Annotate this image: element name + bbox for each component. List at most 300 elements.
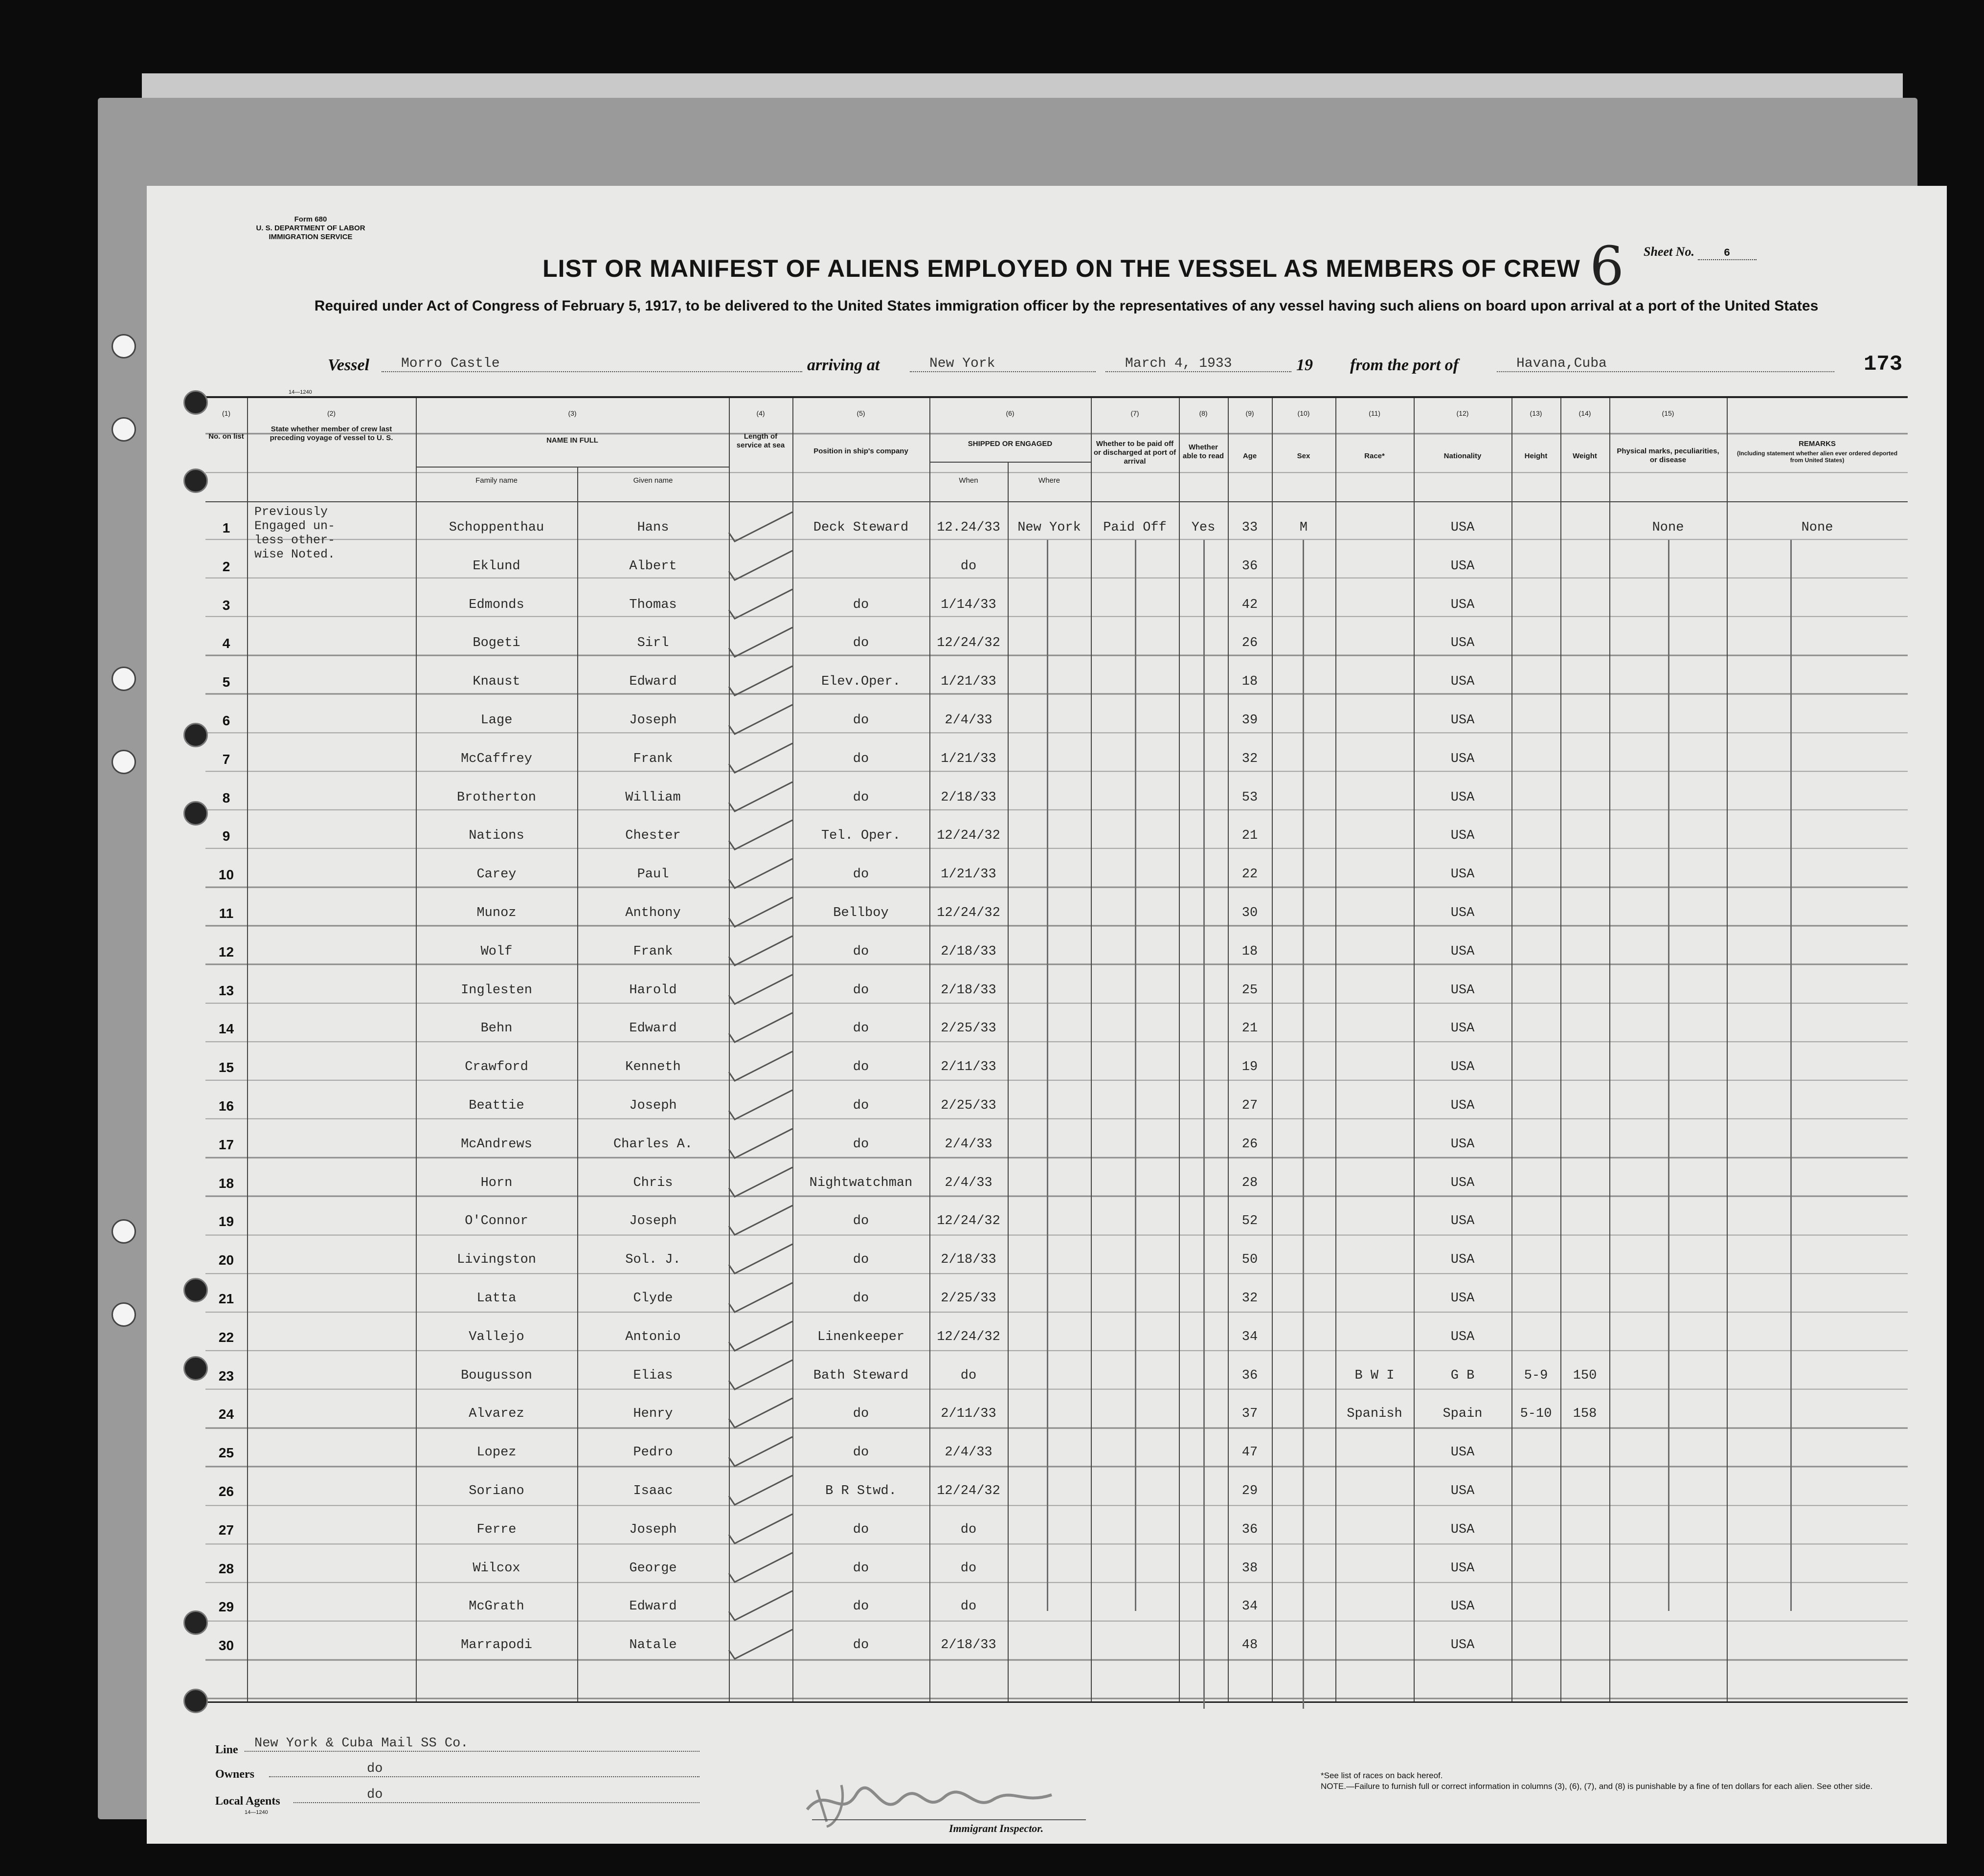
cell-weight: 158 [1573, 1407, 1597, 1422]
cell-when: 2/25/33 [941, 1098, 996, 1113]
col12-number: (12) [1456, 409, 1469, 417]
check-mark [724, 701, 797, 740]
cell-nationality: USA [1450, 1214, 1475, 1229]
cell-given: Sol. J. [625, 1252, 681, 1268]
cell-when: 12.24/33 [937, 520, 1000, 535]
cell-nationality: USA [1450, 1291, 1475, 1306]
col3-header: NAME IN FULL [546, 436, 598, 445]
cell-age: 19 [1241, 1060, 1258, 1075]
cell-family: Bogeti [473, 636, 520, 651]
cell-when: 2/25/33 [941, 1291, 996, 1306]
binder-hole [112, 1219, 136, 1244]
cell-when: 2/18/33 [941, 1252, 996, 1268]
col8-header: Whether able to read [1182, 443, 1224, 460]
cell-age: 34 [1241, 1329, 1258, 1344]
cell-given: Harold [629, 983, 677, 998]
cell-age: 50 [1241, 1252, 1258, 1268]
cell-family: Wilcox [473, 1561, 520, 1576]
cell-family: Soriano [469, 1484, 524, 1498]
cell-no: 16 [218, 1098, 234, 1114]
cell-when: do [960, 1599, 977, 1614]
col13-header: Height [1524, 452, 1548, 460]
cell-no: 25 [218, 1445, 234, 1461]
cell-given: Thomas [629, 597, 677, 612]
form-notes [1321, 1770, 1883, 1792]
cell-no: 8 [222, 790, 230, 805]
cell-when: 2/18/33 [941, 944, 996, 959]
crew-table [205, 396, 1908, 1703]
cell-when: 2/4/33 [945, 1445, 992, 1460]
penalty-note: NOTE.—Failure to furnish full or correct information in columns (3), (6), (7), and (8) is punishable by a fine of ten dollars for each alien. See other side. [1321, 1782, 1873, 1791]
agents-label: Local Agents [215, 1795, 280, 1808]
check-mark [724, 971, 797, 1010]
cell-no: 27 [218, 1522, 234, 1538]
ditto-line-remarks [1790, 540, 1792, 1611]
cell-family: Horn [480, 1175, 513, 1190]
cell-when: 2/25/33 [941, 1021, 996, 1036]
cell-nationality: USA [1450, 674, 1475, 690]
line-value: New York & Cuba Mail SS Co. [245, 1736, 699, 1752]
cell-given: Elias [633, 1368, 673, 1383]
cell-position: do [853, 1098, 869, 1113]
cell-nationality: G B [1450, 1368, 1475, 1383]
cell-given: Frank [633, 944, 673, 959]
check-mark [724, 1626, 797, 1665]
cell-where: New York [1017, 520, 1081, 535]
arrival-date: March 4, 1933 [1105, 356, 1291, 372]
cell-when: 12/24/32 [937, 1329, 1000, 1344]
check-mark [724, 547, 797, 586]
cell-given: Clyde [633, 1291, 673, 1306]
owners-label: Owners [215, 1768, 254, 1781]
cell-no: 5 [222, 674, 230, 690]
cell-no: 1 [222, 520, 230, 536]
check-mark [724, 932, 797, 971]
cell-nationality: USA [1450, 906, 1475, 920]
binder-hole [183, 1610, 208, 1635]
cell-family: Vallejo [469, 1329, 524, 1344]
inspector-label: Immigrant Inspector. [949, 1822, 1044, 1834]
check-mark [724, 585, 797, 625]
cell-when: 12/24/32 [937, 636, 1000, 651]
binder-hole [183, 1689, 208, 1713]
cell-given: Sirl [637, 636, 669, 651]
cell-position: do [853, 1060, 869, 1075]
check-mark [724, 1279, 797, 1318]
check-mark [724, 1394, 797, 1433]
cell-nationality: USA [1450, 751, 1475, 766]
cell-position: do [853, 1599, 869, 1614]
cell-no: 20 [218, 1252, 234, 1268]
cell-no: 17 [218, 1137, 234, 1152]
cell-when: 2/18/33 [941, 983, 996, 998]
cell-family: Livingston [456, 1252, 537, 1268]
col15-number: (15) [1662, 409, 1674, 417]
cell-when: do [960, 558, 977, 574]
cell-no: 19 [218, 1214, 234, 1229]
cell-no: 18 [218, 1175, 234, 1191]
cell-position: B R Stwd. [825, 1484, 897, 1498]
binder-hole [183, 390, 208, 415]
cell-given: Joseph [629, 1522, 677, 1537]
cell-no: 22 [218, 1329, 234, 1345]
cell-given: Paul [637, 867, 669, 882]
year-label: 19 [1296, 356, 1313, 374]
cell-family: Schoppenthau [449, 520, 544, 535]
cell-no: 10 [218, 867, 234, 883]
cell-nationality: USA [1450, 867, 1475, 882]
page-subtitle: Required under Act of Congress of February 5, 1917, to be delivered to the United States immigration officer by the representatives of any vessel having such aliens on board upon arrival at a port of the United States [314, 298, 1819, 314]
cell-age: 21 [1241, 828, 1258, 844]
cell-given: Albert [629, 558, 677, 574]
cell-age: 39 [1241, 713, 1258, 728]
cell-given: Anthony [625, 906, 681, 920]
cell-when: 12/24/32 [937, 1214, 1000, 1229]
cell-family: Brotherton [456, 790, 537, 805]
cell-sex: M [1299, 520, 1308, 535]
cell-given: Natale [629, 1638, 677, 1653]
cell-age: 18 [1241, 674, 1258, 690]
cell-position: Deck Steward [813, 520, 909, 535]
cell-age: 37 [1241, 1407, 1258, 1422]
cell-nationality: USA [1450, 1175, 1475, 1190]
cell-when: do [960, 1561, 977, 1576]
col6-where-header: Where [1038, 476, 1060, 485]
vessel-name: Morro Castle [382, 356, 802, 372]
cell-family: Behn [480, 1021, 513, 1036]
check-mark [724, 508, 797, 547]
cell-nationality: USA [1450, 713, 1475, 728]
check-mark [724, 855, 797, 894]
cell-position: do [853, 1021, 869, 1036]
cell-position: do [853, 1137, 869, 1152]
col13-number: (13) [1530, 409, 1542, 417]
check-mark [724, 1549, 797, 1588]
form-identifier: Form 680 U. S. DEPARTMENT OF LABOR IMMIGRATION SERVICE [256, 215, 365, 241]
ditto-line-paid-off [1135, 540, 1136, 1611]
check-mark [724, 1356, 797, 1395]
cell-position: do [853, 751, 869, 766]
cell-age: 29 [1241, 1484, 1258, 1498]
cell-position: do [853, 1407, 869, 1422]
binder-hole [183, 801, 208, 826]
cell-age: 52 [1241, 1214, 1258, 1229]
cell-family: Wolf [480, 944, 513, 959]
print-code-footer: 14—1240 [245, 1809, 268, 1815]
cell-position: do [853, 790, 869, 805]
cell-age: 25 [1241, 983, 1258, 998]
owners-value: do [269, 1762, 699, 1777]
col2-number: (2) [327, 409, 336, 417]
cell-nationality: Spain [1443, 1407, 1483, 1422]
arriving-label: arriving at [807, 356, 880, 374]
cell-family: Ferre [476, 1522, 517, 1537]
cell-position: Bath Steward [813, 1368, 909, 1383]
cell-nationality: USA [1450, 1060, 1475, 1075]
cell-family: Bougusson [461, 1368, 532, 1383]
col15-header: Physical marks, peculiarities, or disease [1617, 447, 1719, 464]
cell-nationality: USA [1450, 828, 1475, 844]
ditto-line-where [1047, 540, 1048, 1611]
cell-given: Edward [629, 1599, 677, 1614]
cell-given: Edward [629, 1021, 677, 1036]
cell-given: Chester [625, 828, 681, 844]
cell-when: 2/11/33 [941, 1060, 996, 1075]
col2-header: State whether member of crew last preceding voyage of vessel to U. S. [270, 425, 393, 442]
cell-when: 1/21/33 [941, 674, 996, 690]
cell-nationality: USA [1450, 1098, 1475, 1113]
cell-no: 26 [218, 1484, 234, 1499]
cell-given: Edward [629, 674, 677, 690]
cell-remarks: None [1801, 520, 1833, 535]
cell-when: 12/24/32 [937, 906, 1000, 920]
cell-no: 9 [222, 828, 230, 844]
cell-given: William [625, 790, 681, 805]
cell-nationality: USA [1450, 636, 1475, 651]
cell-when: 2/4/33 [945, 1175, 992, 1190]
cell-nationality: USA [1450, 790, 1475, 805]
cell-age: 36 [1241, 1522, 1258, 1537]
col3-given-header: Given name [633, 476, 673, 485]
col4-number: (4) [756, 409, 765, 417]
check-mark [724, 1318, 797, 1357]
handwritten-sheet-number: 6 [1590, 235, 1624, 297]
cell-given: George [629, 1561, 677, 1576]
col7-header: Whether to be paid off or discharged at port of arrival [1093, 440, 1176, 466]
cell-age: 34 [1241, 1599, 1258, 1614]
cell-age: 26 [1241, 636, 1258, 651]
cell-no: 28 [218, 1561, 234, 1576]
cell-height: 5-9 [1524, 1368, 1548, 1383]
previous-voyage-note: Previously Engaged un- less other- wise Noted. [254, 505, 336, 561]
cell-age: 32 [1241, 1291, 1258, 1306]
cell-nationality: USA [1450, 597, 1475, 612]
cell-given: Joseph [629, 1098, 677, 1113]
cell-no: 29 [218, 1599, 234, 1615]
ditto-line-read [1203, 540, 1205, 1709]
cell-age: 27 [1241, 1098, 1258, 1113]
cell-paid-off: Paid Off [1103, 520, 1167, 535]
cell-position: do [853, 944, 869, 959]
binder-hole [112, 667, 136, 691]
col3-number: (3) [568, 409, 577, 417]
cell-no: 6 [222, 713, 230, 728]
cell-nationality: USA [1450, 1137, 1475, 1152]
cell-when: 1/21/33 [941, 867, 996, 882]
check-mark [724, 1587, 797, 1626]
col16-subheader: (Including statement whether alien ever ordered deported from United States) [1736, 450, 1898, 464]
cell-age: 36 [1241, 1368, 1258, 1383]
cell-no: 4 [222, 636, 230, 651]
cell-no: 12 [218, 944, 234, 960]
cell-family: Knaust [473, 674, 520, 690]
col1-header: No. on list [208, 432, 244, 441]
binder-hole [183, 469, 208, 493]
cell-given: Joseph [629, 1214, 677, 1229]
cell-nationality: USA [1450, 1021, 1475, 1036]
cell-nationality: USA [1450, 1329, 1475, 1344]
agents-value: do [293, 1787, 699, 1803]
col11-number: (11) [1369, 409, 1380, 417]
cell-position: Bellboy [833, 906, 889, 920]
cell-family: Munoz [476, 906, 517, 920]
cell-nationality: USA [1450, 1445, 1475, 1460]
binder-hole [183, 1278, 208, 1302]
cell-no: 30 [218, 1638, 234, 1653]
check-mark [724, 1433, 797, 1472]
col6-header: SHIPPED OR ENGAGED [968, 440, 1053, 448]
cell-no: 11 [219, 906, 234, 921]
col4-header: Length of service at sea [736, 432, 785, 449]
from-port-label: from the port of [1350, 356, 1459, 374]
cell-family: Edmonds [469, 597, 524, 612]
col8-number: (8) [1199, 409, 1208, 417]
cell-marks: None [1652, 520, 1684, 535]
cell-age: 36 [1241, 558, 1258, 574]
manifest-sheet [147, 186, 1947, 1844]
col16-header: REMARKS [1799, 440, 1836, 448]
cell-when: 2/4/33 [945, 713, 992, 728]
cell-age: 53 [1241, 790, 1258, 805]
cell-position: do [853, 1561, 869, 1576]
col5-header: Position in ship's company [813, 447, 908, 455]
col9-header: Age [1242, 452, 1257, 460]
cell-position: do [853, 1522, 869, 1537]
binder-hole [183, 723, 208, 747]
cell-given: Chris [633, 1175, 673, 1190]
cell-family: Crawford [465, 1060, 528, 1075]
check-mark [724, 1510, 797, 1549]
cell-age: 47 [1241, 1445, 1258, 1460]
cell-no: 7 [222, 751, 230, 767]
col1-number: (1) [222, 409, 231, 417]
vessel-label: Vessel [328, 356, 369, 374]
cell-age: 48 [1241, 1638, 1258, 1653]
cell-family: Lopez [476, 1445, 517, 1460]
cell-no: 2 [222, 558, 230, 574]
cell-position: do [853, 597, 869, 612]
cell-given: Pedro [633, 1445, 673, 1460]
binder-hole [183, 1356, 208, 1381]
cell-no: 3 [222, 597, 230, 613]
page-number: 173 [1864, 352, 1903, 377]
cell-given: Joseph [629, 713, 677, 728]
cell-position: do [853, 1445, 869, 1460]
cell-given: Antonio [625, 1329, 681, 1344]
cell-read: Yes [1191, 520, 1216, 535]
col14-number: (14) [1578, 409, 1591, 417]
cell-family: Alvarez [469, 1407, 524, 1422]
cell-when: 1/14/33 [941, 597, 996, 612]
cell-nationality: USA [1450, 1252, 1475, 1268]
departure-port: Havana,Cuba [1497, 356, 1834, 372]
cell-age: 32 [1241, 751, 1258, 766]
col3-family-header: Family name [475, 476, 518, 485]
cell-position: do [853, 983, 869, 998]
cell-family: Latta [476, 1291, 517, 1306]
cell-position: do [853, 636, 869, 651]
cell-given: Charles A. [613, 1137, 693, 1152]
cell-given: Kenneth [625, 1060, 681, 1075]
cell-nationality: USA [1450, 944, 1475, 959]
page-title: LIST OR MANIFEST OF ALIENS EMPLOYED ON THE VESSEL AS MEMBERS OF CREW [542, 255, 1580, 282]
cell-nationality: USA [1450, 1638, 1475, 1653]
cell-when: 1/21/33 [941, 751, 996, 766]
check-mark [724, 816, 797, 855]
col11-header: Race* [1364, 452, 1385, 460]
cell-when: 12/24/32 [937, 1484, 1000, 1498]
cell-family: McAndrews [461, 1137, 532, 1152]
col12-header: Nationality [1443, 452, 1482, 460]
col5-number: (5) [857, 409, 865, 417]
binder-hole [112, 1302, 136, 1327]
cell-no: 23 [218, 1368, 234, 1384]
binder-hole [112, 334, 136, 358]
cell-given: Henry [633, 1407, 673, 1422]
cell-age: 30 [1241, 906, 1258, 920]
check-mark [724, 1009, 797, 1048]
race-note: *See list of races on back hereof. [1321, 1771, 1443, 1780]
check-mark [724, 893, 797, 933]
cell-race: Spanish [1347, 1407, 1402, 1422]
sheet-number: Sheet No. 6 [1644, 245, 1757, 260]
cell-nationality: USA [1450, 1561, 1475, 1576]
cell-no: 24 [218, 1407, 234, 1422]
col6-number: (6) [1006, 409, 1015, 417]
cell-given: Frank [633, 751, 673, 766]
cell-nationality: USA [1450, 1484, 1475, 1498]
col14-header: Weight [1573, 452, 1597, 460]
check-mark [724, 778, 797, 817]
check-mark [724, 1202, 797, 1241]
cell-family: McCaffrey [461, 751, 532, 766]
cell-position: Elev.Oper. [821, 674, 901, 690]
binder-hole [112, 417, 136, 442]
cell-position: do [853, 1291, 869, 1306]
col9-number: (9) [1245, 409, 1254, 417]
check-mark [724, 624, 797, 663]
check-mark [724, 1048, 797, 1087]
cell-position: do [853, 1252, 869, 1268]
ditto-line-marks [1668, 540, 1669, 1611]
cell-when: do [960, 1368, 977, 1383]
line-label: Line [215, 1743, 238, 1756]
cell-nationality: USA [1450, 1522, 1475, 1537]
check-mark [724, 1240, 797, 1279]
col10-number: (10) [1297, 409, 1310, 417]
cell-family: Eklund [473, 558, 520, 574]
cell-when: 2/18/33 [941, 1638, 996, 1653]
cell-when: do [960, 1522, 977, 1537]
binder-hole [112, 750, 136, 774]
cell-when: 2/11/33 [941, 1407, 996, 1422]
cell-height: 5-10 [1520, 1407, 1552, 1422]
cell-age: 33 [1241, 520, 1258, 535]
check-mark [724, 1472, 797, 1511]
cell-age: 18 [1241, 944, 1258, 959]
cell-family: Marrapodi [461, 1638, 532, 1653]
cell-nationality: USA [1450, 558, 1475, 574]
cell-age: 21 [1241, 1021, 1258, 1036]
check-mark [724, 662, 797, 701]
cell-when: 2/18/33 [941, 790, 996, 805]
cell-position: do [853, 867, 869, 882]
cell-family: Carey [476, 867, 517, 882]
arrival-port: New York [910, 356, 1096, 372]
cell-family: Beattie [469, 1098, 524, 1113]
cell-age: 22 [1241, 867, 1258, 882]
cell-family: McGrath [469, 1599, 524, 1614]
